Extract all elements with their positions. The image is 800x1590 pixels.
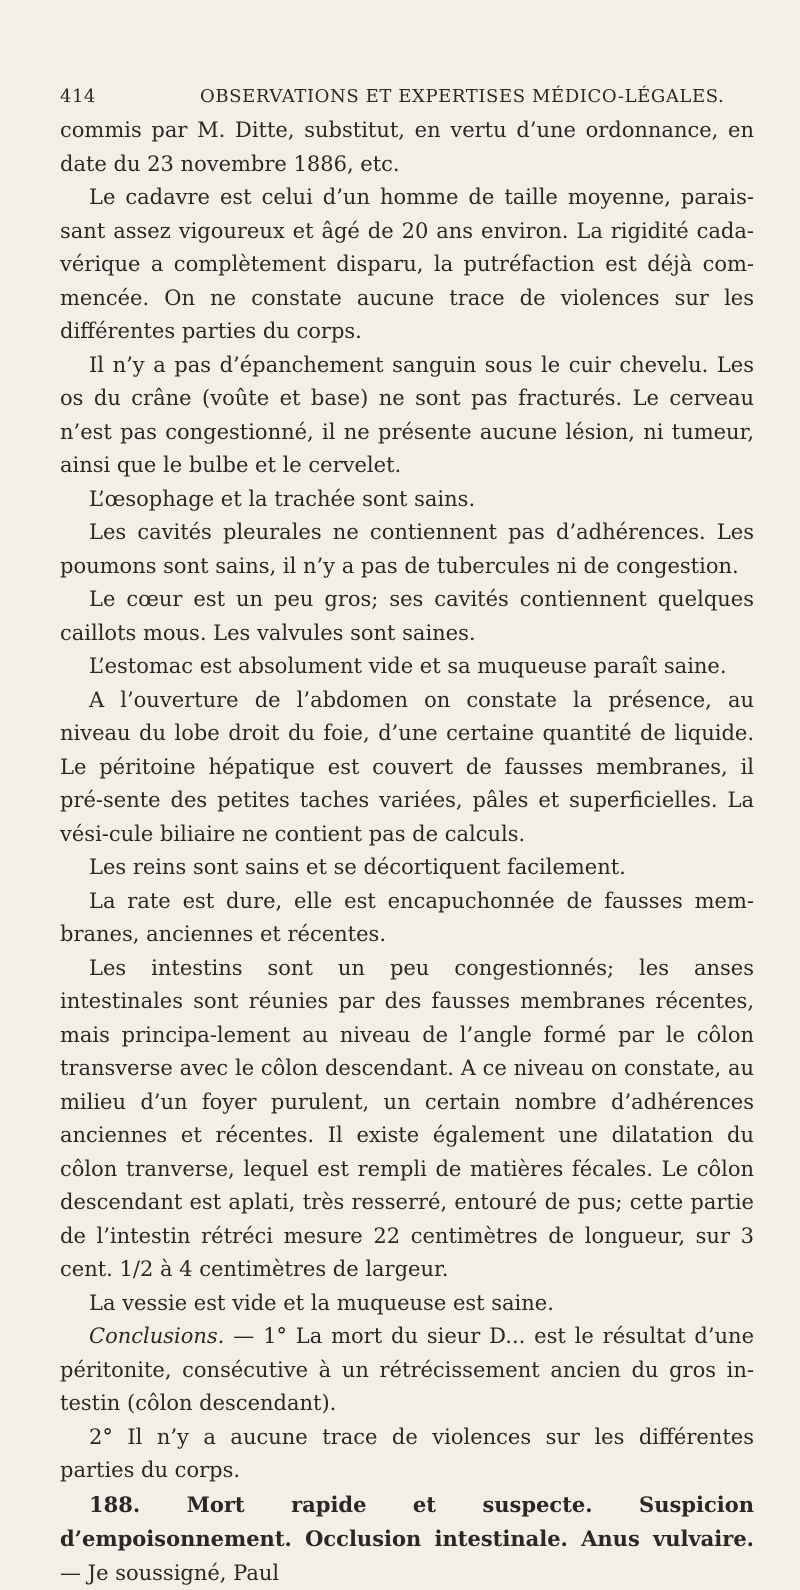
paragraph: La vessie est vide et la muqueuse est saine. <box>60 1287 754 1321</box>
paragraph: Les cavités pleurales ne contiennent pas d’adhérences. Les poumons sont sains, il n’y a pas de tubercules ni de congestion. <box>60 516 754 583</box>
case-heading: 188. Mort rapide et suspecte. Suspicion d’empoisonnement. Occlusion intestinale. Anus vulvaire. <box>60 1492 754 1552</box>
paragraph: Le cadavre est celui d’un homme de taille moyenne, parais-sant assez vigoureux et âgé de 20 ans environ. La rigidité cada-vérique a complètement disparu, la putréfaction est déjà com-mencée. On ne constate aucune trace de violences sur les différentes parties du corps. <box>60 181 754 349</box>
running-title: OBSERVATIONS ET EXPERTISES MÉDICO-LÉGALES. <box>200 86 724 107</box>
paragraph: A l’ouverture de l’abdomen on constate la présence, au niveau du lobe droit du foie, d’une certaine quantité de liquide. Le péritoine hépatique est couvert de fausses membranes, il pré-sente des petites taches variées, pâles et superficielles. La vési-cule biliaire ne contient pas de calculs. <box>60 684 754 852</box>
paragraph: Le cœur est un peu gros; ses cavités contiennent quelques caillots mous. Les valvules sont saines. <box>60 583 754 650</box>
paragraph: Il n’y a pas d’épanchement sanguin sous le cuir chevelu. Les os du crâne (voûte et base) ne sont pas fracturés. Le cerveau n’est pas congestionné, il ne présente aucune lésion, ni tumeur, ainsi que le bulbe et le cervelet. <box>60 349 754 483</box>
paragraph: Les intestins sont un peu congestionnés; les anses intestinales sont réunies par des fausses membranes récentes, mais principa-lement au niveau de l’angle formé par le côlon transverse avec le côlon descendant. A ce niveau on constate, au milieu d’un foyer purulent, un certain nombre d’adhérences anciennes et récentes. Il existe également une dilatation du côlon tranverse, lequel est rempli de matières fécales. Le côlon descendant est aplati, très resserré, entouré de pus; cette partie de l’intestin rétréci mesure 22 centimètres de longueur, sur 3 cent. 1/2 à 4 centimètres de largeur. <box>60 952 754 1287</box>
paragraph: L’estomac est absolument vide et sa muqueuse paraît saine. <box>60 650 754 684</box>
conclusions-label: Conclusions. <box>89 1324 224 1348</box>
body-text <box>60 114 754 1590</box>
conclusions-item-1: — 1° La mort du sieur D... est le résultat d’une péritonite, consécutive à un rétrécissement ancien du gros in-testin (côlon descendant). <box>60 1324 754 1415</box>
page-header <box>60 86 750 116</box>
conclusions-item-2: 2° Il n’y a aucune trace de violences sur les différentes parties du corps. <box>60 1421 754 1488</box>
page-number: 414 <box>60 86 96 107</box>
paragraph: commis par M. Ditte, substitut, en vertu d’une ordonnance, en date du 23 novembre 1886, etc. <box>60 114 754 181</box>
paragraph: Les reins sont sains et se décortiquent facilement. <box>60 851 754 885</box>
case-intro-text: — Je soussigné, Paul <box>60 1561 279 1585</box>
paragraph: La rate est dure, elle est encapuchonnée de fausses mem-branes, anciennes et récentes. <box>60 885 754 952</box>
conclusions-paragraph <box>60 1320 754 1421</box>
next-case-paragraph <box>60 1488 754 1590</box>
paragraph: L’œsophage et la trachée sont sains. <box>60 483 754 517</box>
